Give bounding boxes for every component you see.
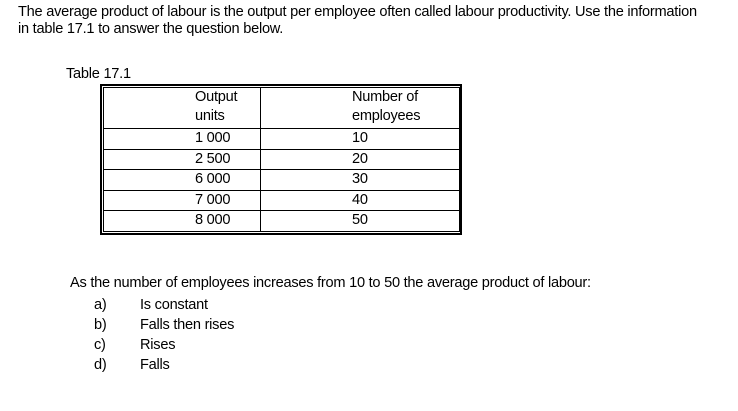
option-d: [94, 357, 234, 377]
header-employees-line-2: employees: [352, 108, 421, 124]
option-text: Is constant: [140, 297, 208, 313]
option-text: Rises: [140, 337, 176, 353]
header-output: [104, 88, 261, 129]
table-header-row: [104, 88, 460, 129]
cell-output: 1 000: [104, 129, 261, 150]
header-employees-line-1: Number of: [352, 89, 418, 105]
intro-line-1: The average product of labour is the output per employee often called labour productivity. Use the information: [18, 4, 697, 20]
cell-employees: 50: [261, 211, 460, 232]
table-row: [104, 170, 460, 191]
intro-paragraph: [18, 4, 733, 38]
table-row: [104, 149, 460, 170]
data-table: [103, 87, 460, 232]
table-row: [104, 211, 460, 232]
answer-options: [94, 297, 234, 377]
cell-output: 2 500: [104, 149, 261, 170]
table-frame: [100, 84, 462, 235]
cell-output: 7 000: [104, 190, 261, 211]
table-caption: Table 17.1: [66, 66, 131, 82]
option-c: [94, 337, 234, 357]
intro-line-2: in table 17.1 to answer the question below.: [18, 21, 284, 37]
header-employees: [261, 88, 460, 129]
header-output-line-1: Output: [195, 89, 238, 105]
option-letter: c): [94, 337, 106, 353]
cell-employees: 10: [261, 129, 460, 150]
option-b: [94, 317, 234, 337]
header-output-line-2: units: [195, 108, 225, 124]
option-text: Falls then rises: [140, 317, 235, 333]
table-row: [104, 190, 460, 211]
cell-employees: 30: [261, 170, 460, 191]
table-row: [104, 129, 460, 150]
option-letter: a): [94, 297, 107, 313]
option-text: Falls: [140, 357, 170, 373]
question-text: As the number of employees increases from 10 to 50 the average product of labour:: [70, 275, 591, 291]
option-letter: d): [94, 357, 107, 373]
cell-output: 6 000: [104, 170, 261, 191]
cell-output: 8 000: [104, 211, 261, 232]
option-a: [94, 297, 234, 317]
cell-employees: 20: [261, 149, 460, 170]
option-letter: b): [94, 317, 107, 333]
cell-employees: 40: [261, 190, 460, 211]
